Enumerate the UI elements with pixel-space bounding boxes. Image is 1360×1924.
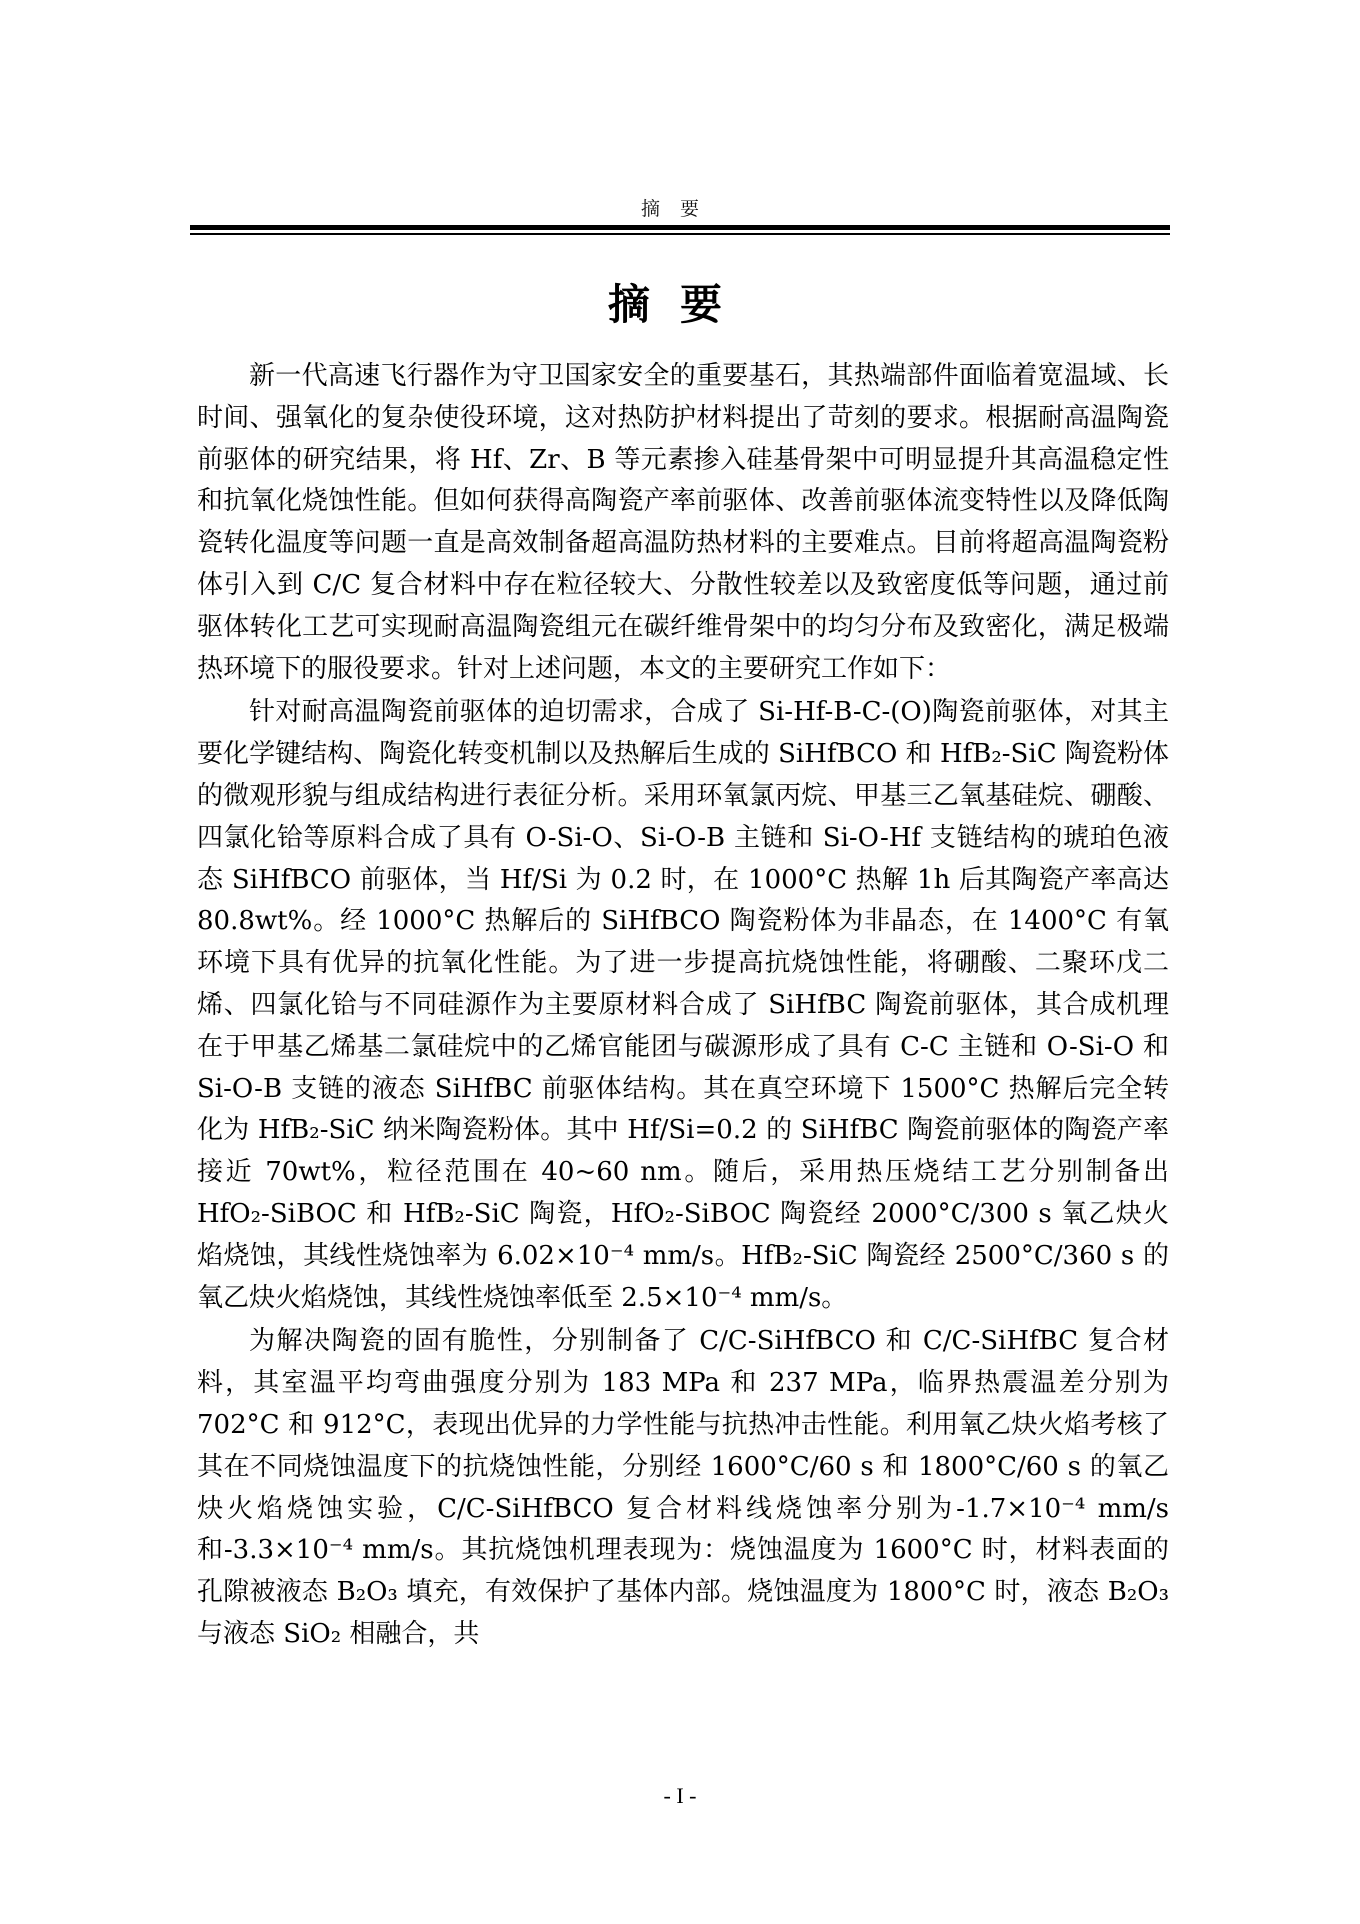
- paragraph: 针对耐高温陶瓷前驱体的迫切需求，合成了 Si-Hf-B-C-(O)陶瓷前驱体，对其主要化学键结构、陶瓷化转变机制以及热解后生成的 SiHfBCO 和 HfB₂-SiC 陶瓷粉体的微观形貌与组成结构进行表征分析。采用环氧氯丙烷、甲基三乙氧基硅烷、硼酸、四氯化铪等原料合成了具有 O-Si-O、Si-O-B 主链和 Si-O-Hf 支链结构的琥珀色液态 SiHfBCO 前驱体，当 Hf/Si 为 0.2 时，在 1000°C 热解 1h 后其陶瓷产率高达 80.8wt%。经 1000°C 热解后的 SiHfBCO 陶瓷粉体为非晶态，在 1400°C 有氧环境下具有优异的抗氧化性能。为了进一步提高抗烧蚀性能，将硼酸、二聚环戊二烯、四氯化铪与不同硅源作为主要原材料合成了 SiHfBC 陶瓷前驱体，其合成机理在于甲基乙烯基二氯硅烷中的乙烯官能团与碳源形成了具有 C-C 主链和 O-Si-O 和 Si-O-B 支链的液态 SiHfBC 前驱体结构。其在真空环境下 1500°C 热解后完全转化为 HfB₂-SiC 纳米陶瓷粉体。其中 Hf/Si=0.2 的 SiHfBC 陶瓷前驱体的陶瓷产率接近 70wt%，粒径范围在 40~60 nm。随后，采用热压烧结工艺分别制备出 HfO₂-SiBOC 和 HfB₂-SiC 陶瓷，HfO₂-SiBOC 陶瓷经 2000°C/300 s 氧乙炔火焰烧蚀，其线性烧蚀率为 6.02×10⁻⁴ mm/s。HfB₂-SiC 陶瓷经 2500°C/360 s 的氧乙炔火焰烧蚀，其线性烧蚀率低至 2.5×10⁻⁴ mm/s。: [197, 697, 1169, 1313]
- header-rule-thin: [190, 233, 1170, 235]
- running-header: 摘要: [640, 198, 719, 220]
- header-rule-thick: [190, 225, 1170, 230]
- abstract-body: [197, 356, 1169, 1656]
- page-number: - I -: [663, 1783, 697, 1808]
- paragraph: 新一代高速飞行器作为守卫国家安全的重要基石，其热端部件面临着宽温域、长时间、强氧化的复杂使役环境，这对热防护材料提出了苛刻的要求。根据耐高温陶瓷前驱体的研究结果，将 Hf、Zr、B 等元素掺入硅基骨架中可明显提升其高温稳定性和抗氧化烧蚀性能。但如何获得高陶瓷产率前驱体、改善前驱体流变特性以及降低陶瓷转化温度等问题一直是高效制备超高温防热材料的主要难点。目前将超高温陶瓷粉体引入到 C/C 复合材料中存在粒径较大、分散性较差以及致密度低等问题，通过前驱体转化工艺可实现耐高温陶瓷组元在碳纤维骨架中的均匀分布及致密化，满足极端热环境下的服役要求。针对上述问题，本文的主要研究工作如下：: [197, 361, 1169, 684]
- paragraph: 为解决陶瓷的固有脆性，分别制备了 C/C-SiHfBCO 和 C/C-SiHfBC 复合材料，其室温平均弯曲强度分别为 183 MPa 和 237 MPa，临界热震温差分别为 702°C 和 912°C，表现出优异的力学性能与抗热冲击性能。利用氧乙炔火焰考核了其在不同烧蚀温度下的抗烧蚀性能，分别经 1600°C/60 s 和 1800°C/60 s 的氧乙炔火焰烧蚀实验，C/C-SiHfBCO 复合材料线烧蚀率分别为-1.7×10⁻⁴ mm/s 和-3.3×10⁻⁴ mm/s。其抗烧蚀机理表现为：烧蚀温度为 1600°C 时，材料表面的孔隙被液态 B₂O₃ 填充，有效保护了基体内部。烧蚀温度为 1800°C 时，液态 B₂O₃ 与液态 SiO₂ 相融合，共: [197, 1326, 1169, 1649]
- page-title: 摘要: [607, 280, 752, 329]
